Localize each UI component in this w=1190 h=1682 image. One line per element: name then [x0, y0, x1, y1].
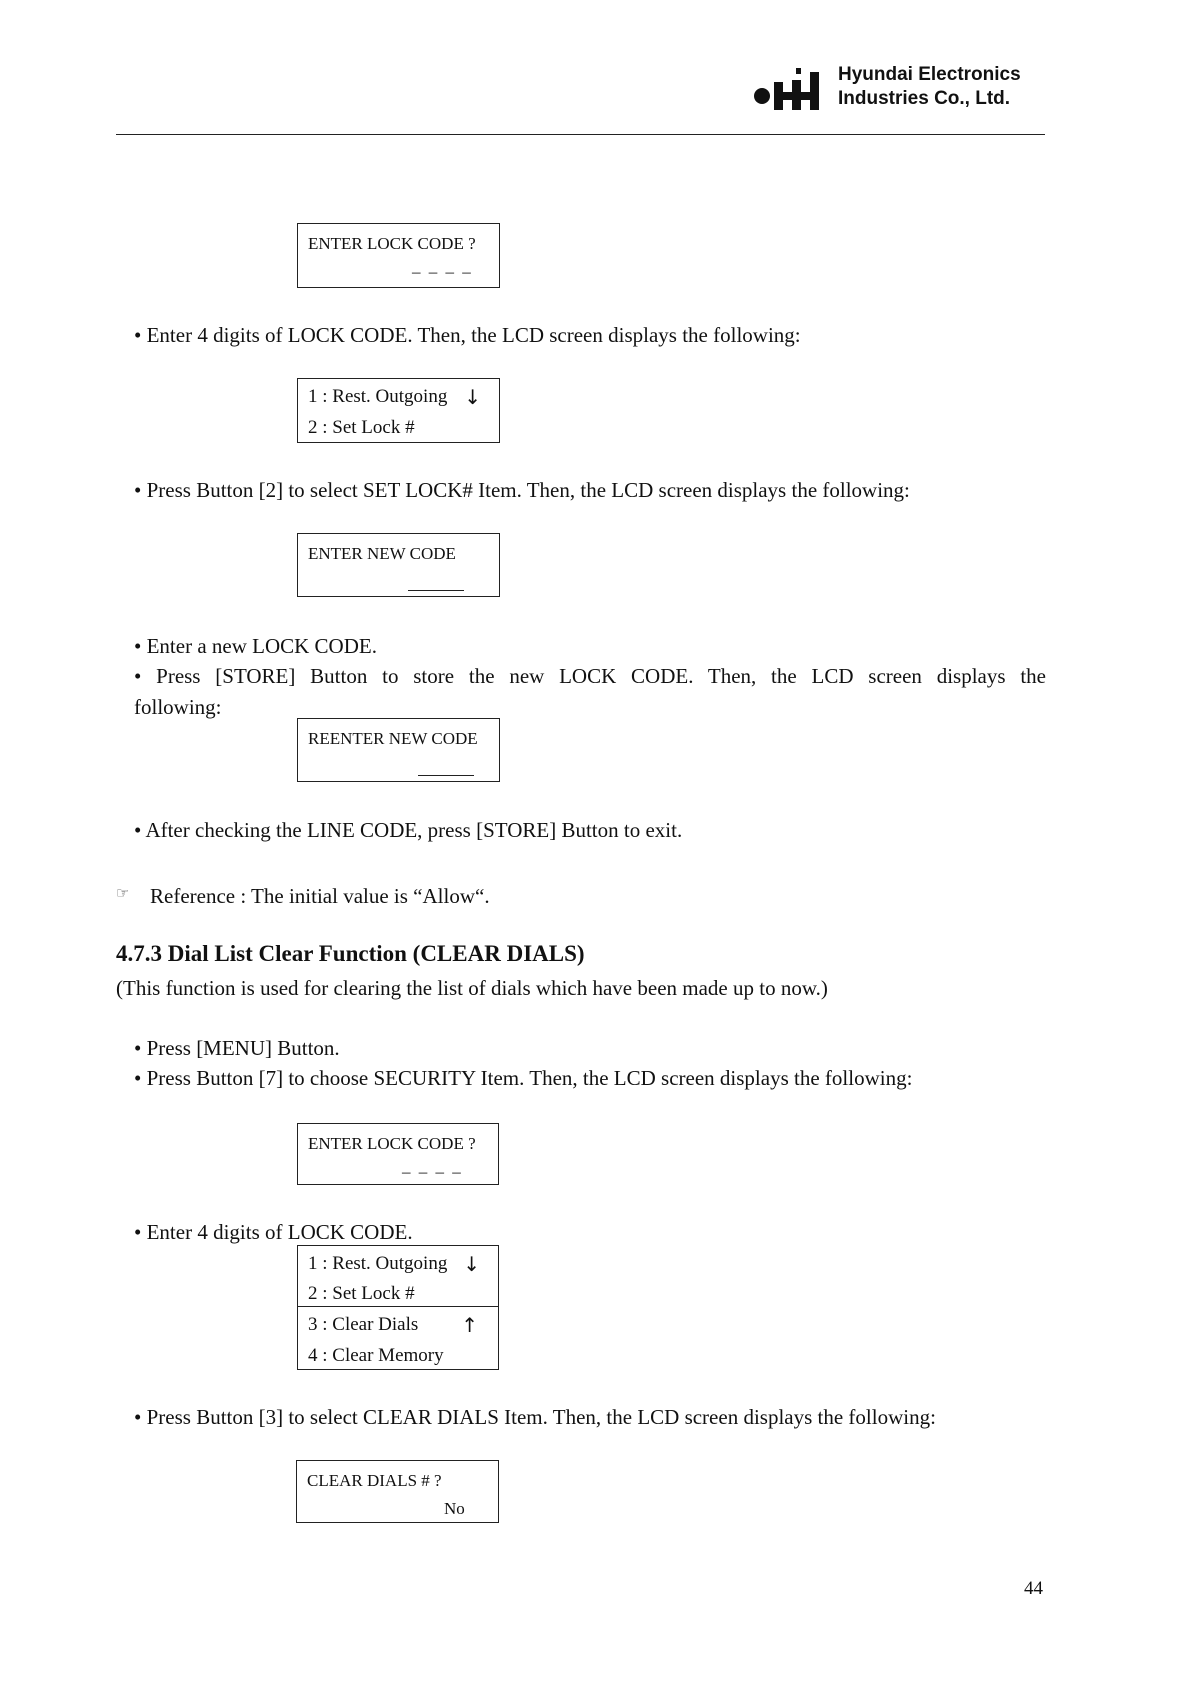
company-logo: [752, 68, 822, 110]
lcd-security-menu: [297, 378, 500, 443]
section-intro: (This function is used for clearing the list of dials which have been made up to now.): [116, 976, 828, 1000]
lcd-enter-lock-code-2: [297, 1123, 499, 1185]
menu-item-rest-outgoing: 1 : Rest. Outgoing: [308, 1253, 448, 1274]
lcd-line: REENTER NEW CODE: [308, 729, 478, 748]
lcd-clear-dials-confirm: [296, 1460, 499, 1523]
lcd-line: ENTER LOCK CODE ?: [308, 234, 476, 253]
reference-note: Reference : The initial value is “Allow“.: [150, 884, 490, 908]
instruction-enter-lock-code-2: • Enter 4 digits of LOCK CODE.: [134, 1220, 413, 1244]
header-divider: [116, 134, 1045, 135]
lcd-code-placeholder: – – – –: [402, 1162, 463, 1181]
instruction-enter-new-code: • Enter a new LOCK CODE.: [134, 634, 377, 658]
down-arrow-icon: ↓: [463, 1252, 480, 1276]
lcd-enter-new-code: [297, 533, 500, 597]
lcd-security-menu-page2: [297, 1306, 499, 1370]
down-arrow-icon: ↓: [464, 385, 481, 409]
company-name-line2: Industries Co., Ltd.: [838, 88, 1011, 109]
lcd-enter-lock-code: [297, 223, 500, 288]
up-arrow-icon: ↑: [461, 1313, 478, 1337]
instruction-select-set-lock: • Press Button [2] to select SET LOCK# Item. Then, the LCD screen displays the following:: [134, 478, 910, 502]
lcd-code-underline: [418, 775, 474, 776]
menu-item-set-lock: 2 : Set Lock #: [308, 1283, 415, 1304]
instruction-press-menu: • Press [MENU] Button.: [134, 1036, 340, 1060]
instruction-exit: • After checking the LINE CODE, press [STORE] Button to exit.: [134, 818, 683, 842]
lcd-answer: No: [444, 1499, 465, 1518]
instruction-press-store: • Press [STORE] Button to store the new LOCK CODE. Then, the LCD screen displays the: [134, 664, 1046, 688]
menu-item-rest-outgoing: 1 : Rest. Outgoing: [308, 386, 448, 407]
section-heading: 4.7.3 Dial List Clear Function (CLEAR DIALS): [116, 941, 585, 966]
menu-item-clear-dials: 3 : Clear Dials: [308, 1314, 419, 1335]
menu-item-set-lock: 2 : Set Lock #: [308, 417, 415, 438]
instruction-enter-lock-code: • Enter 4 digits of LOCK CODE. Then, the LCD screen displays the following:: [134, 323, 801, 347]
menu-item-clear-memory: 4 : Clear Memory: [308, 1345, 444, 1366]
lcd-security-menu-page1: [297, 1245, 499, 1308]
page-number: 44: [1024, 1578, 1043, 1599]
instruction-press-store-cont: following:: [134, 695, 222, 719]
lcd-code-placeholder: – – – –: [412, 262, 473, 281]
instruction-choose-security: • Press Button [7] to choose SECURITY Item. Then, the LCD screen displays the following:: [134, 1066, 913, 1090]
lcd-line: CLEAR DIALS # ?: [307, 1471, 442, 1490]
company-name-line1: Hyundai Electronics: [838, 64, 1021, 85]
lcd-line: ENTER LOCK CODE ?: [308, 1134, 476, 1153]
pointing-hand-icon: ☞: [116, 884, 130, 902]
lcd-line: ENTER NEW CODE: [308, 544, 456, 563]
lcd-reenter-new-code: [297, 718, 500, 782]
lcd-code-underline: [408, 590, 464, 591]
instruction-select-clear-dials: • Press Button [3] to select CLEAR DIALS Item. Then, the LCD screen displays the following:: [134, 1405, 936, 1429]
